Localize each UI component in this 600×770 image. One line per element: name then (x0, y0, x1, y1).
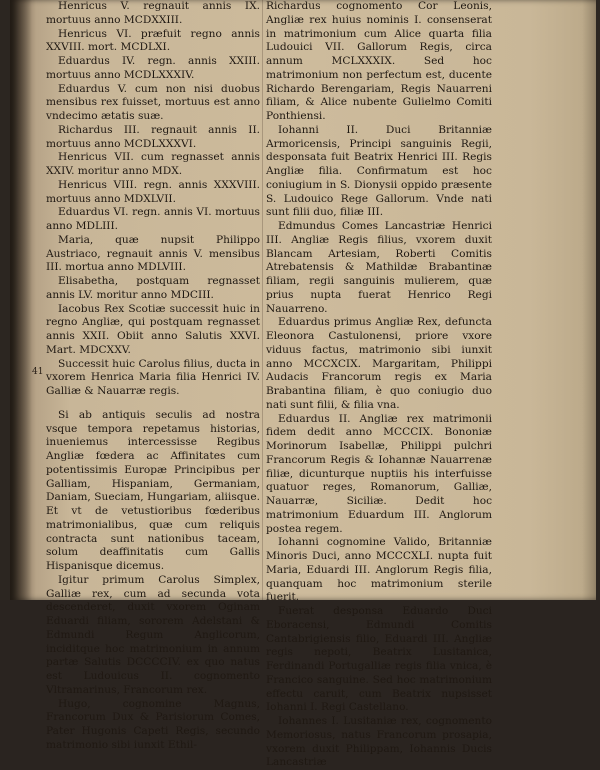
right-column (266, 0, 492, 770)
right-paragraph: Richardus cognomento Cor Leonis, Angliæ rex huius nominis I. consenserat in matrimonium cum Alice quarta filia Ludouici VII. Gallorum Regis, circa annum MCLXXXIX. Sed hoc matrimonium non perfectum est, ducente Richardo Berengariam, Regis Nauarreni filiam, & Alice nubente Gulielmo Comiti Ponthiensi. (266, 0, 492, 122)
right-paragraph: Iohanni cognomine Valido, Britanniæ Minoris Duci, anno MCCCXLI. nupta fuit Maria, Eduardi III. Anglorum Regis filia, quanquam hoc matrimonium sterile fuerit. (266, 536, 492, 604)
left-paragraph: Eduardus IV. regn. annis XXIII. mortuus anno MCDLXXXIV. (46, 55, 260, 81)
left-paragraph: Igitur primum Carolus Simplex, Galliæ rex, cum ad secunda vota descenderet, duxit vxorem Oginam Eduardi filiam, sororem Adelstani & Edmundi Regum Anglicorum, inciditque hoc matrimonium in annum partæ Salutis DCCCCIV. ex quo natus est Ludouicus II. cognomento Vltramarinus, Francorum rex. (46, 573, 260, 696)
left-paragraph (46, 399, 260, 409)
left-paragraph: Henricus V. regnauit annis IX. mortuus anno MCDXXIII. (46, 0, 260, 26)
left-paragraph: Si ab antiquis seculis ad nostra vsque tempora repetamus historias, inueniemus intercessisse Regibus Angliæ fœdera ac Affinitates cum potentissimis Europæ Principibus per Galliam, Hispaniam, Germaniam, Daniam, Sueciam, Hungariam, aliisque. Et vt de vetustioribus fœderibus matrimonialibus, quæ cum reliquis contracta sunt nationibus taceam, solum deaffinitatis cum Gallis Hispanisque dicemus. (46, 408, 260, 572)
left-paragraph: Elisabetha, postquam regnasset annis LV. moritur anno MDCIII. (46, 275, 260, 301)
book-page (10, 0, 596, 769)
left-paragraph: Henricus VIII. regn. annis XXXVIII. mortuus anno MDXLVII. (46, 178, 260, 205)
left-paragraph: Successit huic Carolus filius, ducta in vxorem Henrica Maria filia Henrici IV. Galliæ & Nauarræ regis. (46, 357, 260, 397)
left-paragraph: Henricus VI. præfuit regno annis XXVIII. mort. MCDLXI. (46, 27, 260, 54)
left-paragraph: Richardus III. regnauit annis II. mortuus anno MCDLXXXVI. (46, 123, 260, 150)
gutter-shadow (10, 0, 32, 600)
column-divider (262, 0, 263, 600)
right-paragraph: Edmundus Comes Lancastriæ Henrici III. Angliæ Regis filius, vxorem duxit Blancam Artesiam, Roberti Comitis Atrebatensis & Mathildæ Brabantinæ filiam, regii sanguinis mulierem, quæ prius nupta fuerat Henrico Regi Nauarreno. (266, 220, 492, 315)
left-paragraph: Eduardus V. cum non nisi duobus mensibus rex fuisset, mortuus est anno vndecimo ætatis suæ. (46, 82, 260, 122)
right-paragraph: Eduardus II. Angliæ rex matrimonii fidem dedit anno MCCCIX. Bononiæ Morinorum Isabellæ, Philippi pulchri Francorum Regis & Iohannæ Nauarrenæ filiæ, dicunturque nuptiis his interfuisse quatuor reges, Romanorum, Galliæ, Nauarræ, Siciliæ. Dedit hoc matrimonium Eduardum III. Anglorum postea regem. (266, 412, 492, 535)
left-column (46, 0, 260, 753)
right-paragraph: Eduardus primus Angliæ Rex, defuncta Eleonora Castulonensi, priore vxore viduus factus, matrimonio sibi iunxit anno MCCXCIX. Margaritam, Philippi Audacis Francorum regis ex Maria Brabantina filiam, è quo coniugio duo nati sunt filii, & filia vna. (266, 316, 492, 411)
left-paragraph: Hugo, cognomine Magnus, Francorum Dux & Parisiorum Comes, Pater Hugonis Capeti Regis, secundo matrimonio sibi iunxit Ethil- (46, 697, 260, 751)
left-paragraph: Maria, quæ nupsit Philippo Austriaco, regnauit annis V. mensibus III. mortua anno MDLVIII. (46, 233, 260, 274)
right-paragraph: Iohannes I. Lusitaniæ rex, cognomento Memoriosus, natus Francorum prosapia, vxorem duxit Philippam, Iohannis Ducis Lancastriæ (266, 715, 492, 769)
left-paragraph: Henricus VII. cum regnasset annis XXIV. moritur anno MDX. (46, 151, 260, 177)
page-edge-shade (582, 0, 596, 600)
margin-number: 41 (32, 367, 44, 377)
right-paragraph: Iohanni II. Duci Britanniæ Armoricensis, Principi sanguinis Regii, desponsata fuit Beatrix Henrici III. Regis Angliæ filia. Confirmatum est hoc coniugium in S. Dionysii oppido præsente S. Ludouico Rege Gallorum. Vnde nati sunt filii duo, filiæ III. (266, 123, 492, 219)
left-paragraph: Iacobus Rex Scotiæ successit huic in regno Angliæ, qui postquam regnasset annis XXII. Obiit anno Salutis XXVI. Mart. MDCXXV. (46, 302, 260, 356)
right-paragraph: Fuerat desponsa Eduardo Duci Eboracensi, Edmundi Comitis Cantabrigiensis filio, Eduardi III. Angliæ regis nepoti, Beatrix Lusitanica, Ferdinandi Portugalliæ regis filia vnica, è Francico sanguine. Sed hoc matrimonium effectu caruit, cum Beatrix nupsisset Iohanni I. Regi Castellano. (266, 605, 492, 714)
left-paragraph: Eduardus VI. regn. annis VI. mortuus anno MDLIII. (46, 206, 260, 232)
